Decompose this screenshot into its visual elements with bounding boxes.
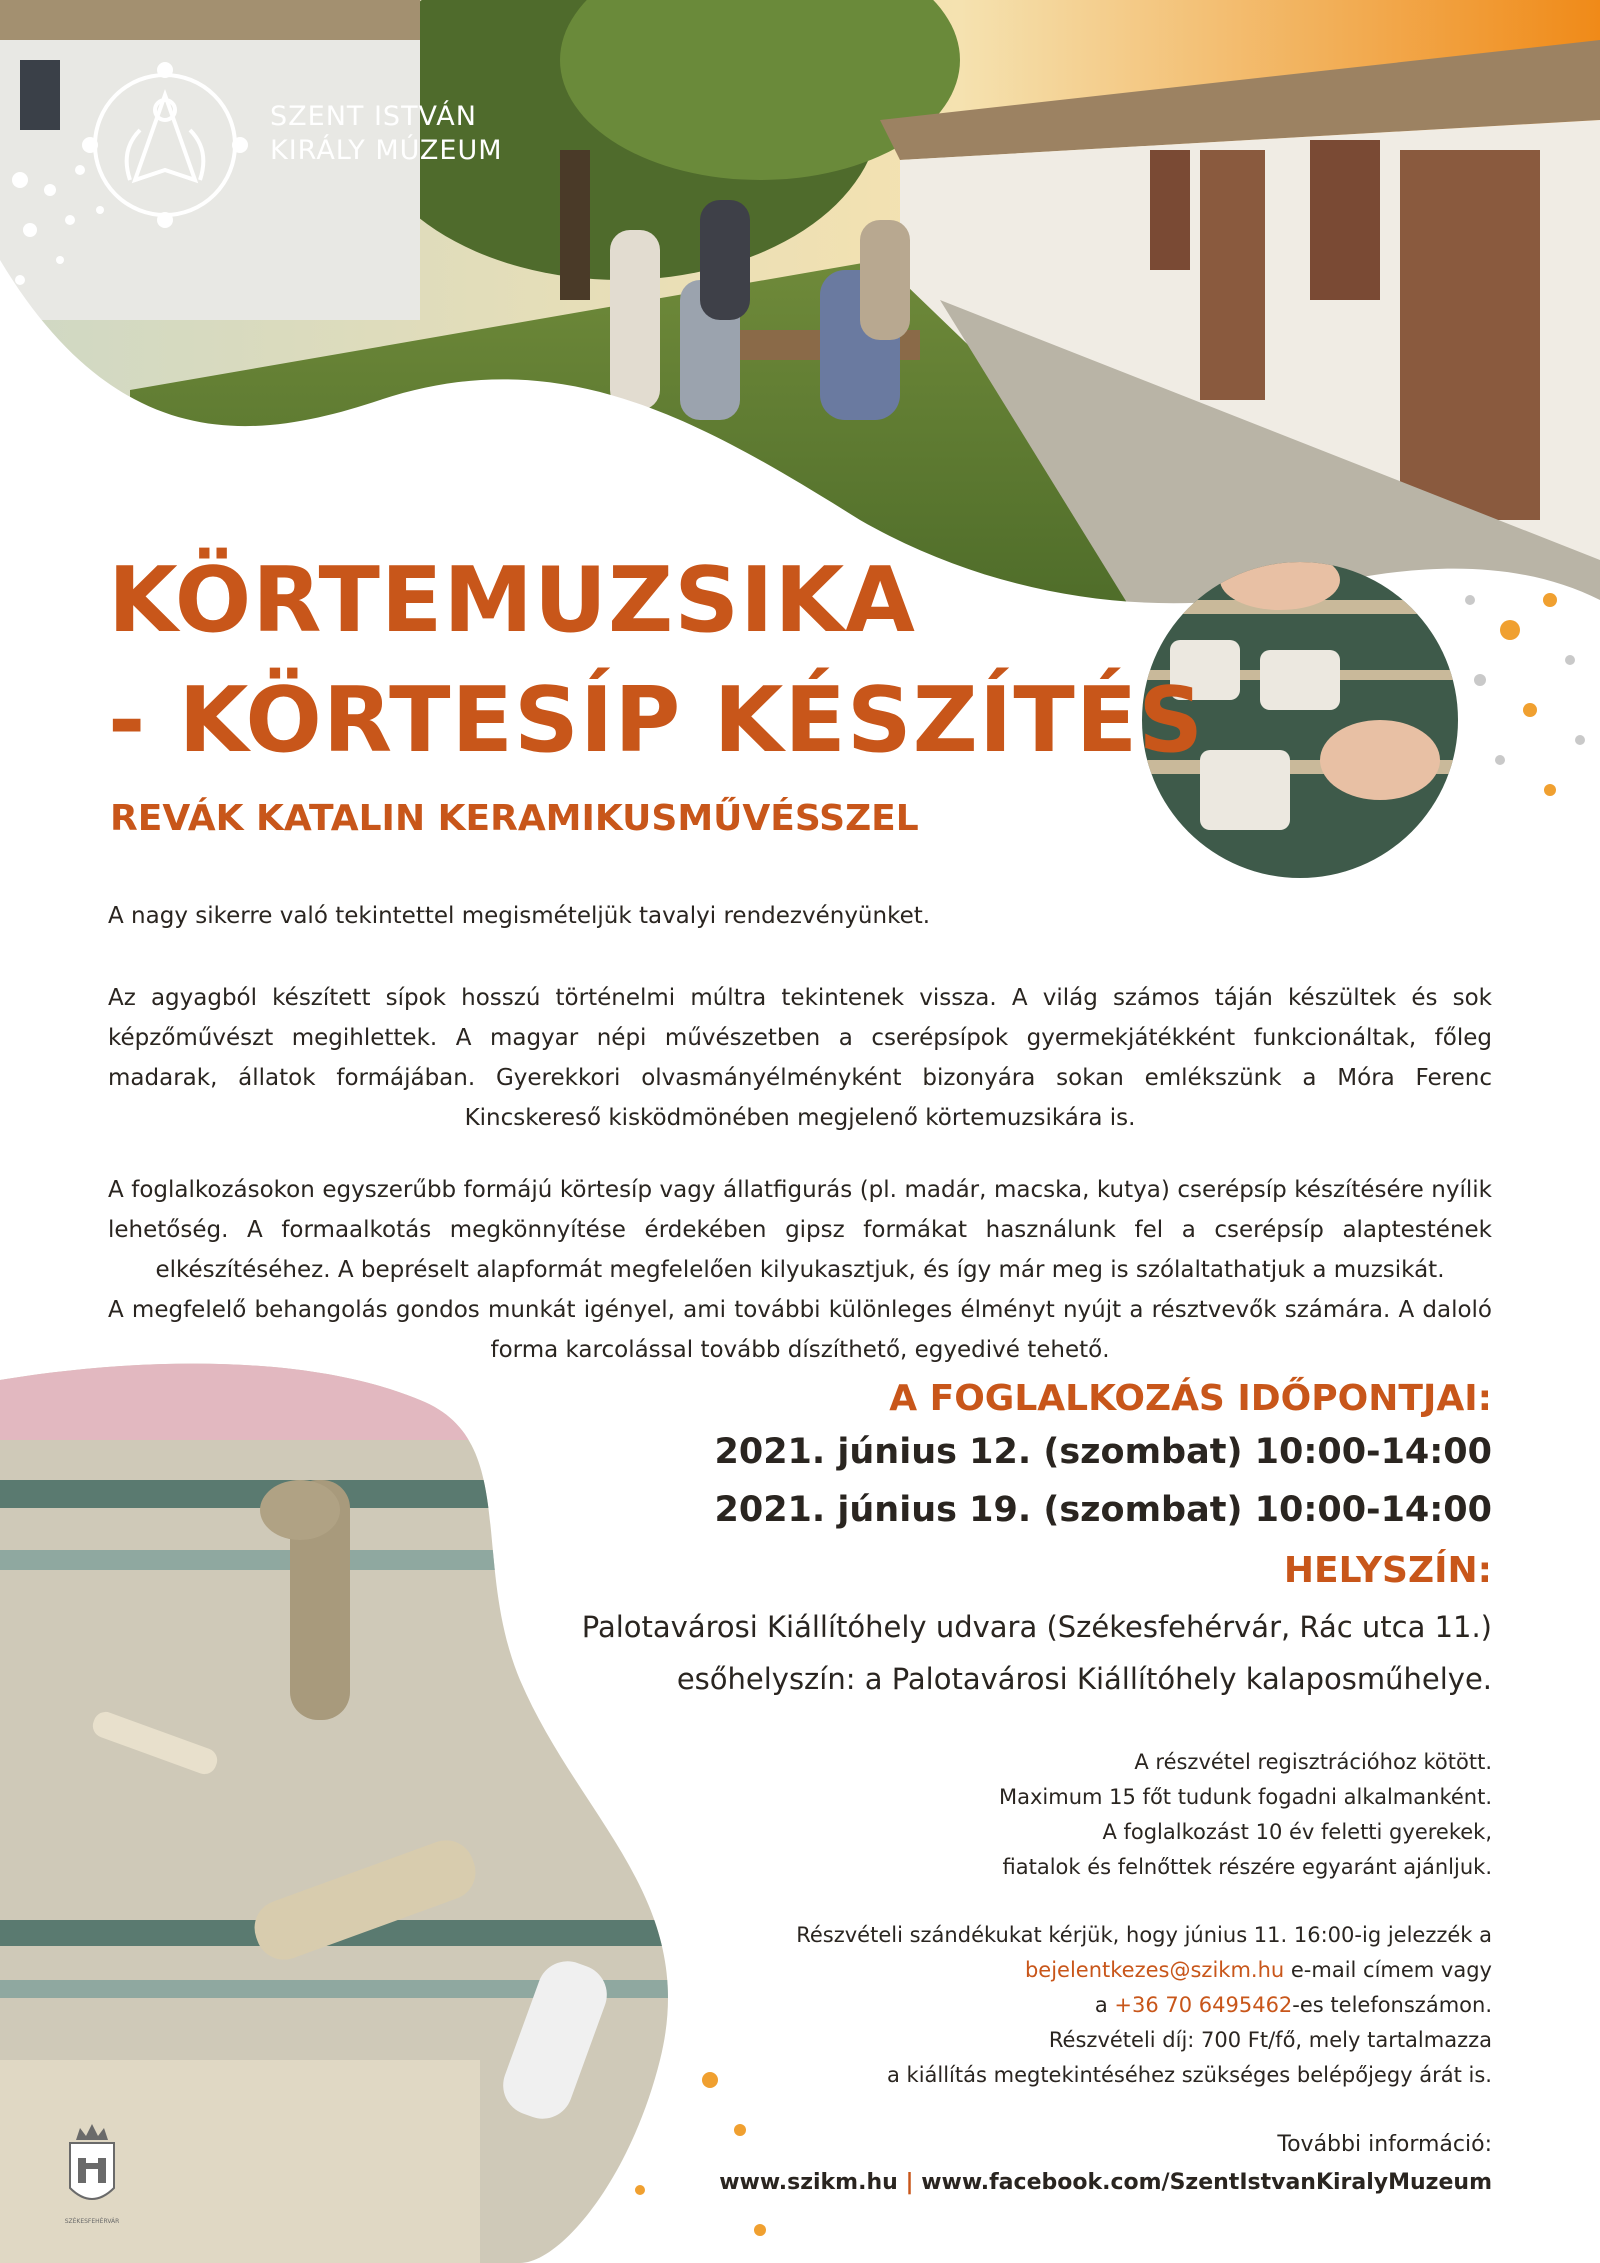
decorative-dots-right [1440, 560, 1600, 820]
history-paragraph: Az agyagból készített sípok hosszú történelmi múltra tekintenek vissza. A világ számos táján készültek és sok képzőművészt megihlettek. A magyar népi művészetben a cserépsípok gyermekjátékként funkcionáltak, főleg madarak, állatok formájában. Gyerekkori olvasmányélményként bizonyára sokan emlékszünk a Móra Ferenc Kincskereső kisködmönében megjelenő körtemuzsikára is. [108, 985, 1492, 1131]
footer-links [719, 2170, 1492, 2195]
page-title: KÖRTEMUZSIKA [108, 548, 916, 653]
schedule-heading: A FOGLALKOZÁS IDŐPONTJAI: [889, 1378, 1492, 1419]
registration-info [999, 1745, 1492, 1885]
page-subtitle: REVÁK KATALIN KERAMIKUSMŰVÉSSZEL [110, 798, 919, 839]
tuning-paragraph-text: A megfelelő behangolás gondos munkát igényel, ami további különleges élményt nyújt a résztvevők számára. A daloló forma karcolással tovább díszíthető, egyedivé tehető. [108, 1297, 1492, 1363]
venue-address: Palotavárosi Kiállítóhely udvara (Székesfehérvár, Rác utca 11.) [581, 1610, 1492, 1644]
info-line-1: A részvétel regisztrációhoz kötött. [1134, 1750, 1492, 1774]
info-line-3: A foglalkozást 10 év feletti gyerekek, [1102, 1820, 1492, 1844]
email-link[interactable]: bejelentkezes@szikm.hu [1024, 1958, 1285, 1982]
phone-link[interactable]: +36 70 6495462 [1114, 1993, 1293, 2017]
szekesfehervar-crest-icon [62, 2118, 122, 2228]
footer-heading: További információ: [1277, 2132, 1492, 2157]
workshop-paragraph-text: A foglalkozásokon egyszerűbb formájú körtesíp vagy állatfigurás (pl. madár, macska, kutya) cserépsíp készítésére nyílik lehetőség. A formaalkotás megkönnyítése érdekében gipsz formákat használunk fel a cserépsíp alaptestének elkészítéséhez. A bepréselt alapformát megfelelően kilyukasztjuk, és így már meg is szólaltathatjuk a muzsikát. [108, 1177, 1492, 1283]
website-link[interactable]: www.szikm.hu [719, 2170, 898, 2195]
schedule-date-1: 2021. június 12. (szombat) 10:00-14:00 [714, 1432, 1492, 1472]
intro-paragraph: A nagy sikerre való tekintettel megismételjük tavalyi rendezvényünket. [108, 903, 931, 929]
crest-label: SZÉKESFEHÉRVÁR [64, 2218, 120, 2225]
museum-name [270, 100, 503, 168]
contact-line-1: Részvételi szándékukat kérjük, hogy június 11. 16:00-ig jelezzék a [796, 1923, 1492, 1947]
venue-rain-location: esőhelyszín: a Palotavárosi Kiállítóhely kalaposműhelye. [676, 1662, 1492, 1696]
museum-angel-logo-icon [80, 60, 250, 230]
email-suffix: e-mail címem vagy [1284, 1958, 1492, 1982]
phone-prefix: a [1094, 1993, 1115, 2017]
facebook-link[interactable]: www.facebook.com/SzentIstvanKiralyMuzeum [921, 2170, 1492, 2195]
decorative-dots-bottom [600, 2040, 800, 2260]
info-line-4: fiatalok és felnőttek részére egyaránt ajánljuk. [1002, 1855, 1492, 1879]
contact-line-3 [796, 1988, 1492, 2023]
schedule-date-2: 2021. június 19. (szombat) 10:00-14:00 [714, 1490, 1492, 1530]
contact-info [796, 1918, 1492, 2093]
venue-heading: HELYSZÍN: [1283, 1550, 1492, 1591]
workshop-paragraph [108, 1170, 1492, 1370]
footer-separator: | [905, 2170, 914, 2195]
page-title-line2: - KÖRTESÍP KÉSZÍTÉS [108, 668, 1205, 773]
fee-line-2: a kiállítás megtekintéséhez szükséges belépőjegy árát is. [886, 2063, 1492, 2087]
museum-name-line1: SZENT ISTVÁN [270, 101, 477, 132]
phone-suffix: -es telefonszámon. [1292, 1993, 1492, 2017]
fee-line: Részvételi díj: 700 Ft/fő, mely tartalmazza [1048, 2028, 1492, 2052]
info-line-2: Maximum 15 főt tudunk fogadni alkalmanként. [999, 1785, 1492, 1809]
museum-name-line2: KIRÁLY MÚZEUM [270, 135, 503, 166]
contact-line-2 [796, 1953, 1492, 1988]
